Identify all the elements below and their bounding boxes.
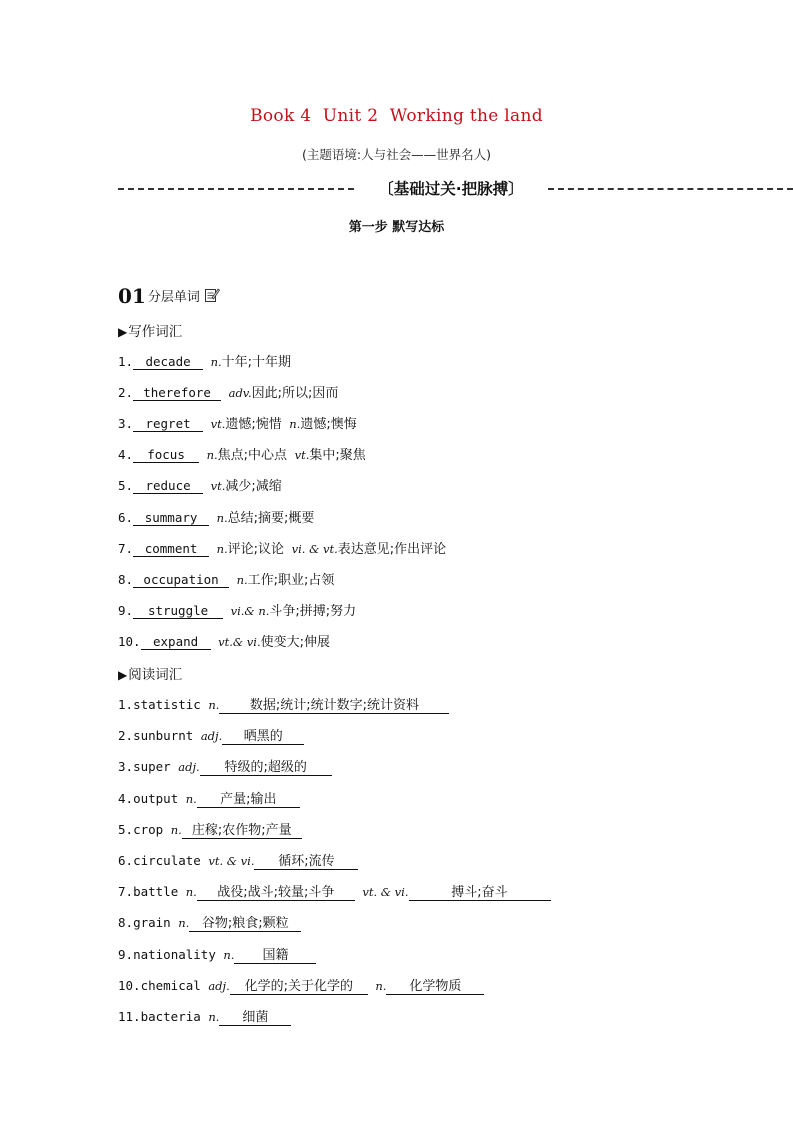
- meaning-text: 使变大;伸展: [260, 634, 330, 650]
- list-item: [118, 571, 334, 590]
- part-of-speech: n.: [289, 417, 301, 432]
- list-item: [118, 696, 449, 714]
- banner-label: 〔基础过关·把脉搏〕: [378, 180, 524, 198]
- answer-blank: comment: [133, 541, 209, 557]
- part-of-speech: vt.: [294, 448, 310, 463]
- list-item: [118, 602, 356, 621]
- part-of-speech: n.: [236, 572, 248, 587]
- part-of-speech: vt. & vi.: [362, 885, 409, 900]
- part-of-speech: n.: [208, 1010, 220, 1024]
- vocab-word: circulate: [133, 853, 201, 868]
- part-of-speech: vt.: [210, 417, 226, 432]
- writing-vocab-heading: [118, 320, 182, 340]
- triangle-bullet-icon: ▶: [118, 325, 128, 339]
- vocab-word: sunburnt: [133, 728, 194, 744]
- item-number: 9.: [118, 602, 134, 618]
- answer-blank: decade: [133, 354, 203, 370]
- part-of-speech: n.: [170, 822, 182, 837]
- item-number: 9.: [118, 946, 134, 962]
- part-of-speech: n.: [375, 978, 387, 993]
- answer-blank: summary: [133, 510, 209, 526]
- item-number: 8.: [118, 915, 134, 931]
- answer-blank: reduce: [133, 478, 203, 494]
- answer-blank: expand: [141, 634, 211, 650]
- list-item: [118, 540, 446, 559]
- list-item: [118, 821, 302, 839]
- item-number: 1.: [118, 354, 134, 369]
- list-item: [118, 883, 551, 901]
- part-of-speech: n.: [210, 355, 222, 369]
- answer-blank: 化学物质: [386, 979, 484, 995]
- part-of-speech: n.: [216, 541, 228, 556]
- meaning-text: 因此;所以;因而: [251, 386, 339, 402]
- part-of-speech: adj.: [178, 760, 200, 775]
- item-number: 7.: [118, 884, 134, 900]
- item-number: 3.: [118, 759, 134, 775]
- vocab-word: super: [133, 759, 171, 775]
- part-of-speech: n.: [216, 510, 228, 525]
- list-item: [118, 727, 304, 745]
- list-item: [118, 633, 330, 652]
- item-number: 6.: [118, 509, 134, 525]
- part-of-speech: vt.: [210, 479, 226, 494]
- meaning-text: 工作;职业;占领: [247, 572, 335, 588]
- meaning-text: 焦点;中心点: [217, 448, 288, 464]
- answer-blank: regret: [133, 416, 203, 432]
- item-number: 10.: [118, 977, 141, 993]
- part-of-speech: n.: [223, 947, 235, 962]
- list-item: [118, 509, 314, 528]
- item-number: 11.: [118, 1009, 141, 1024]
- answer-blank: 特级的;超级的: [200, 760, 332, 776]
- writing-heading-text: 写作词汇: [128, 324, 183, 340]
- answer-blank: 庄稼;农作物;产量: [182, 823, 302, 839]
- list-item: [118, 946, 316, 964]
- list-item: [118, 1008, 291, 1026]
- reading-vocab-heading: [118, 663, 182, 683]
- item-number: 5.: [118, 821, 134, 837]
- notepad-pencil-icon: [204, 287, 220, 303]
- item-number: 10.: [118, 633, 141, 649]
- vocab-word: chemical: [140, 977, 201, 993]
- banner-dash-right: [548, 188, 793, 190]
- part-of-speech: adj.: [200, 729, 223, 744]
- list-item: [118, 914, 301, 932]
- meaning-text: 评论;议论: [227, 541, 285, 557]
- item-number: 4.: [118, 447, 134, 463]
- item-number: 6.: [118, 853, 134, 868]
- meaning-text: 总结;摘要;概要: [227, 510, 315, 526]
- list-item: [118, 384, 338, 403]
- list-item: [118, 446, 366, 465]
- part-of-speech: n.: [185, 885, 197, 900]
- answer-blank: 谷物;粮食;颗粒: [189, 916, 301, 932]
- answer-blank: 化学的;关于化学的: [230, 979, 368, 995]
- meaning-text: 遗憾;懊悔: [300, 417, 357, 433]
- answer-blank: therefore: [133, 385, 221, 401]
- vocab-word: nationality: [133, 946, 216, 962]
- vocab-word: output: [133, 790, 179, 806]
- item-number: 7.: [118, 540, 134, 556]
- meaning-text: 表达意见;作出评论: [337, 541, 447, 557]
- section-title: 分层单词: [147, 290, 200, 305]
- part-of-speech: vi. & vt.: [291, 541, 338, 556]
- part-of-speech: n.: [178, 916, 190, 931]
- section-number: 01: [118, 284, 146, 308]
- meaning-text: 遗憾;惋惜: [225, 417, 282, 433]
- answer-blank: 晒黑的: [222, 729, 304, 745]
- triangle-bullet-icon: ▶: [118, 668, 128, 682]
- vocab-word: grain: [133, 915, 171, 931]
- answer-blank: 细菌: [219, 1010, 291, 1026]
- vocab-word: statistic: [133, 697, 201, 712]
- answer-blank: 搏斗;奋斗: [409, 885, 551, 901]
- item-number: 1.: [118, 697, 134, 712]
- answer-blank: occupation: [133, 572, 229, 588]
- item-number: 8.: [118, 571, 134, 587]
- item-number: 5.: [118, 478, 134, 494]
- list-item: [118, 977, 484, 995]
- item-number: 4.: [118, 790, 134, 806]
- meaning-text: 集中;聚焦: [309, 448, 366, 464]
- item-number: 2.: [118, 728, 134, 744]
- part-of-speech: n.: [206, 448, 218, 463]
- vocab-word: crop: [133, 821, 164, 837]
- part-of-speech: vi.& n.: [230, 603, 270, 618]
- part-of-speech: n.: [208, 698, 220, 712]
- answer-blank: 国籍: [234, 948, 316, 964]
- answer-blank: 战役;战斗;较量;斗争: [197, 885, 355, 901]
- reading-heading-text: 阅读词汇: [128, 667, 183, 683]
- meaning-text: 斗争;拼搏;努力: [269, 603, 357, 619]
- list-item: [118, 852, 358, 870]
- page-title: Book 4 Unit 2 Working the land: [250, 106, 543, 126]
- vocab-word: bacteria: [140, 1009, 201, 1024]
- meaning-text: 十年;十年期: [221, 355, 292, 370]
- part-of-speech: adv.: [228, 386, 252, 401]
- vocab-word: battle: [133, 884, 179, 900]
- part-of-speech: vt.& vi.: [218, 634, 261, 649]
- answer-blank: struggle: [133, 603, 223, 619]
- answer-blank: 数据;统计;统计数字;统计资料: [219, 698, 449, 714]
- answer-blank: 循环;流传: [254, 854, 358, 870]
- list-item: [118, 790, 300, 808]
- part-of-speech: adj.: [208, 978, 230, 993]
- answer-blank: focus: [133, 447, 199, 463]
- item-number: 2.: [118, 385, 134, 401]
- page-subtitle: (主题语境:人与社会——世界名人): [302, 147, 491, 162]
- list-item: [118, 477, 282, 496]
- part-of-speech: n.: [185, 791, 197, 806]
- list-item: [118, 758, 332, 776]
- banner-dash-left: [118, 188, 354, 190]
- section-banner: [118, 177, 793, 201]
- step-heading: 第一步 默写达标: [348, 220, 445, 235]
- meaning-text: 减少;减缩: [225, 479, 282, 495]
- item-number: 3.: [118, 416, 134, 432]
- answer-blank: 产量;输出: [197, 792, 300, 808]
- section-heading: [118, 283, 220, 307]
- part-of-speech: vt. & vi.: [208, 854, 255, 868]
- list-item: [118, 353, 291, 372]
- list-item: [118, 415, 357, 434]
